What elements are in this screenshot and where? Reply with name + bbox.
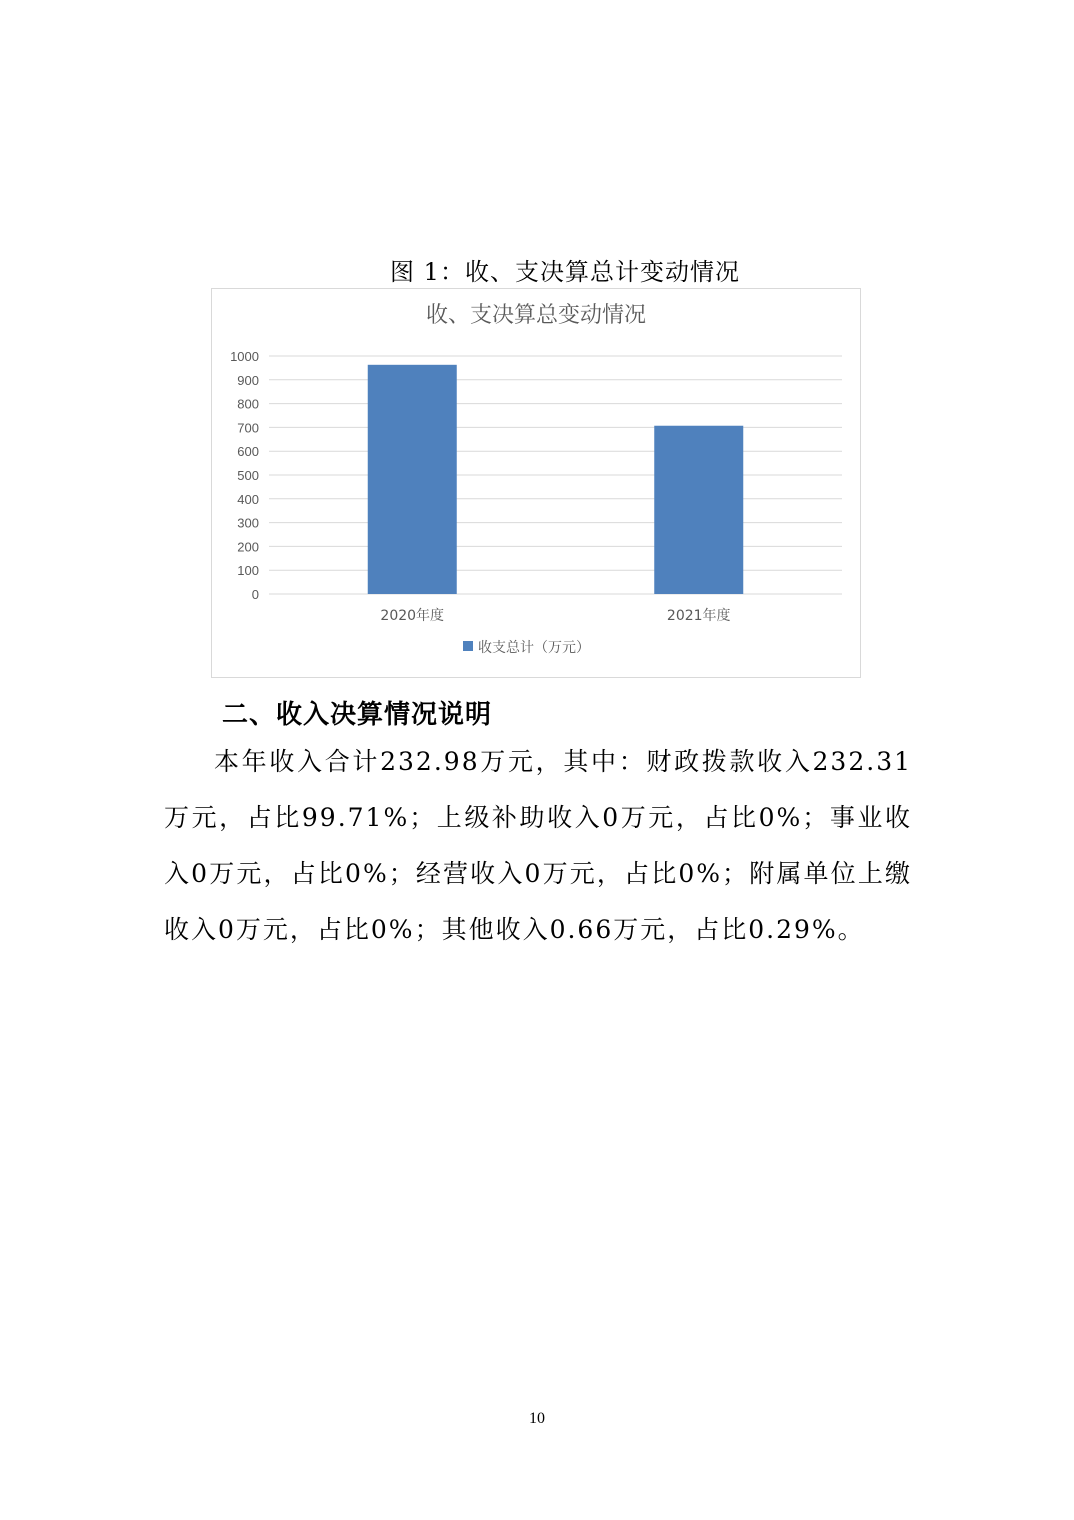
y-tick-label: 700: [237, 420, 259, 436]
y-tick-label: 400: [237, 491, 259, 507]
y-tick-label: 0: [251, 587, 259, 602]
y-tick-label: 900: [237, 372, 259, 388]
y-tick-label: 500: [237, 468, 259, 483]
legend: [463, 639, 590, 656]
legend-swatch: [463, 641, 473, 651]
bar-2021年度: [654, 426, 743, 594]
x-category-label: 2021年度: [666, 608, 731, 624]
income-paragraph: 本年收入合计232.98万元，其中：财政拨款收入232.31万元，占比99.71%；上级补助收入0万元，占比0%；事业收入0万元，占比0%；经营收入0万元，占比0%；附属单位上缴收入0万元，占比0%；其他收入0.66万元，占比0.29%。: [164, 747, 912, 944]
x-category-label: 2020年度: [380, 608, 445, 624]
grid-layer: [269, 356, 842, 594]
page-number: 10: [529, 1410, 545, 1427]
bar-2020年度: [368, 365, 457, 594]
chart-title: 收、支决算总变动情况: [425, 303, 647, 328]
figure-caption: 图 1：收、支决算总计变动情况: [390, 258, 740, 286]
chart-svg: [212, 289, 860, 677]
section-heading: 二、收入决算情况说明: [222, 700, 493, 730]
bar-chart: [211, 288, 861, 678]
y-tick-label: 300: [237, 515, 259, 531]
bar-layer: [368, 365, 744, 594]
y-tick-label: 200: [237, 539, 259, 555]
y-tick-label: 800: [237, 396, 259, 412]
y-tick-label: 600: [237, 444, 259, 460]
y-tick-label: 100: [237, 563, 259, 579]
legend-label: 收支总计（万元）: [478, 640, 590, 656]
y-tick-label: 1000: [230, 349, 259, 364]
